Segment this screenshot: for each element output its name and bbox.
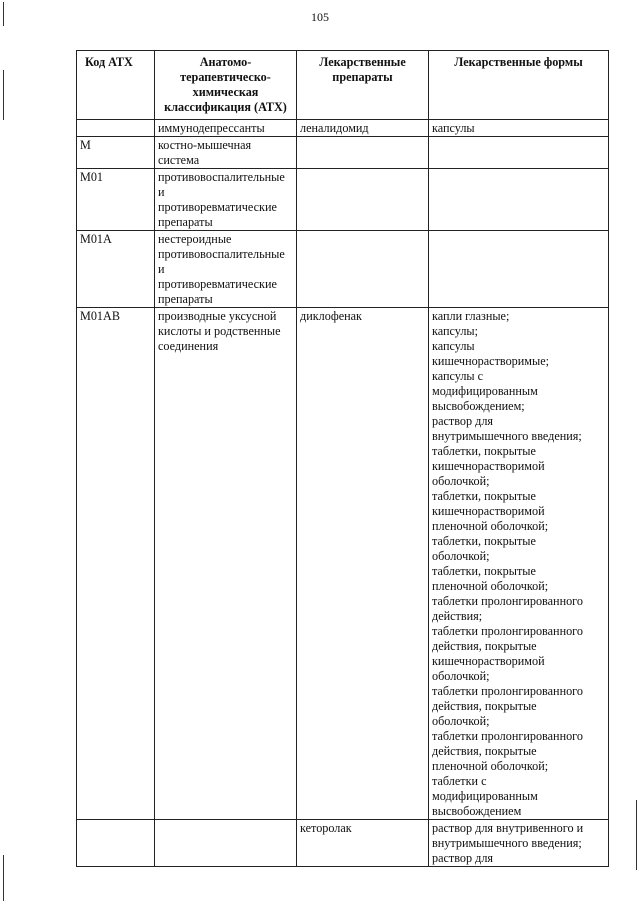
cell-forms <box>429 137 609 169</box>
header-drugs: Лекарственные препараты <box>297 51 429 120</box>
cell-forms <box>429 231 609 308</box>
cell-forms: капсулы <box>429 120 609 137</box>
cell-forms <box>429 169 609 231</box>
cell-drug <box>297 231 429 308</box>
cell-classification: иммунодепрессанты <box>155 120 297 137</box>
cell-code: M01 <box>77 169 155 231</box>
cell-code: M <box>77 137 155 169</box>
table-header-row <box>77 51 609 120</box>
scan-edge-mark <box>3 2 4 26</box>
table-row <box>77 231 609 308</box>
cell-drug <box>297 137 429 169</box>
scan-edge-mark <box>3 855 4 901</box>
table-row <box>77 137 609 169</box>
cell-classification: костно-мышечная система <box>155 137 297 169</box>
cell-code: M01AB <box>77 308 155 820</box>
table-row <box>77 308 609 820</box>
cell-drug <box>297 169 429 231</box>
atx-drug-table <box>76 50 609 867</box>
header-dosage-forms: Лекарственные формы <box>429 51 609 120</box>
cell-classification: производные уксусной кислоты и родственные соединения <box>155 308 297 820</box>
header-atx-classification: Анатомо- терапевтическо- химическая классификация (АТХ) <box>155 51 297 120</box>
page-number: 105 <box>311 10 329 24</box>
scan-edge-mark <box>3 70 4 120</box>
scan-edge-mark <box>636 800 637 870</box>
table-row <box>77 169 609 231</box>
table-row <box>77 820 609 867</box>
cell-drug: кеторолак <box>297 820 429 867</box>
table-row <box>77 120 609 137</box>
cell-classification: противовоспалительные и противоревматические препараты <box>155 169 297 231</box>
cell-drug: леналидомид <box>297 120 429 137</box>
cell-classification <box>155 820 297 867</box>
cell-code: M01A <box>77 231 155 308</box>
cell-code <box>77 120 155 137</box>
cell-code <box>77 820 155 867</box>
cell-forms: капли глазные; капсулы; капсулы кишечнорастворимые; капсулы с модифицированным высвобождением; раствор для внутримышечного введения; таблетки, покрытые кишечнорастворимой оболочкой; таблетки, покрытые кишечнорастворимой пленочной оболочкой; таблетки, покрытые оболочкой; таблетки, покрытые пленочной оболочкой; таблетки пролонгированного действия; таблетки пролонгированного действия, покрытые кишечнорастворимой оболочкой; таблетки пролонгированного действия, покрытые оболочкой; таблетки пролонгированного действия, покрытые пленочной оболочкой; таблетки с модифицированным высвобождением <box>429 308 609 820</box>
cell-forms: раствор для внутривенного и внутримышечного введения; раствор для <box>429 820 609 867</box>
header-atx-code: Код АТХ <box>77 51 155 120</box>
cell-drug: диклофенак <box>297 308 429 820</box>
cell-classification: нестероидные противовоспалительные и противоревматические препараты <box>155 231 297 308</box>
